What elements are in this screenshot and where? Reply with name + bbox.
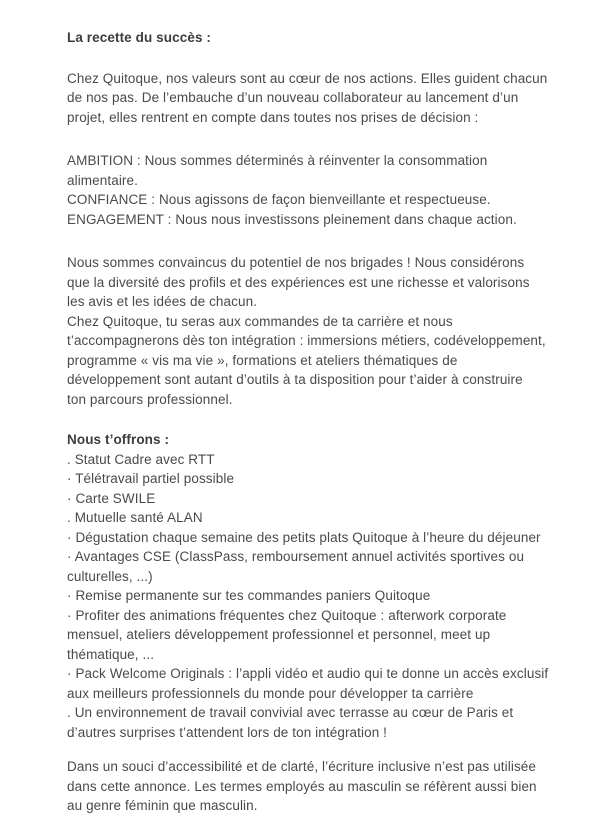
text-line: Nous sommes convaincus du potentiel de nos brigades ! Nous considérons <box>67 255 525 270</box>
values-paragraph <box>67 151 590 229</box>
text-line: de nos pas. De l’embauche d’un nouveau collaborateur au lancement d’un <box>67 90 519 105</box>
culture-paragraph <box>67 253 590 409</box>
text-line: · Profiter des animations fréquentes chez Quitoque : afterwork corporate <box>67 607 507 623</box>
text-line: programme « vis ma vie », formations et ateliers thématiques de <box>67 352 458 368</box>
text-line: ton parcours professionnel. <box>67 391 233 407</box>
text-line: · Pack Welcome Originals : l’appli vidéo et audio qui te donne un accès exclusif <box>67 666 549 681</box>
text-line: Chez Quitoque, nos valeurs sont au cœur de nos actions. Elles guident chacun <box>67 70 548 86</box>
text-line: . Mutuelle santé ALAN <box>67 510 203 525</box>
text-line: t’accompagnerons dès ton intégration : immersions métiers, codéveloppement, <box>67 333 546 348</box>
text-line: au genre féminin que masculin. <box>67 798 258 813</box>
text-line: que la diversité des profils et des expériences est une richesse et valorisons <box>67 274 530 290</box>
benefits-list <box>67 450 590 743</box>
text-line: culturelles, ...) <box>67 568 153 584</box>
text-line: . Statut Cadre avec RTT <box>67 451 215 467</box>
intro-paragraph <box>67 69 590 128</box>
text-line: · Télétravail partiel possible <box>67 471 235 486</box>
text-line: Dans un souci d’accessibilité et de clarté, l’écriture inclusive n’est pas utilisée <box>67 759 537 774</box>
text-line: alimentaire. <box>67 172 138 188</box>
text-line: projet, elles rentrent en compte dans toutes nos prises de décision : <box>67 109 479 125</box>
text-line: · Avantages CSE (ClassPass, remboursement annuel activités sportives ou <box>67 549 525 564</box>
text-line: dans cette annonce. Les termes employés au masculin se réfèrent aussi bien <box>67 778 537 794</box>
text-line: les avis et les idées de chacun. <box>67 294 258 309</box>
offer-heading: Nous t’offrons : <box>67 432 170 447</box>
text-line: d’autres surprises t’attendent lors de ton intégration ! <box>67 724 388 740</box>
text-line: · Remise permanente sur tes commandes paniers Quitoque <box>67 588 431 603</box>
text-line: · Dégustation chaque semaine des petits plats Quitoque à l’heure du déjeuner <box>67 529 541 545</box>
text-line: . Un environnement de travail convivial avec terrasse au cœur de Paris et <box>67 705 514 720</box>
recipe-heading: La recette du succès : <box>67 30 212 45</box>
disclaimer-paragraph <box>67 757 590 816</box>
text-line: aux meilleurs professionnels du monde pour développer ta carrière <box>67 685 474 701</box>
text-line: · Carte SWILE <box>67 490 156 506</box>
text-line: développement sont autant d’outils à ta disposition pour t’aider à construire <box>67 372 523 387</box>
text-line: ENGAGEMENT : Nous nous investissons pleinement dans chaque action. <box>67 211 517 227</box>
text-line: mensuel, ateliers développement professionnel et personnel, meet up <box>67 627 491 642</box>
text-line: AMBITION : Nous sommes déterminés à réinventer la consommation <box>67 153 488 168</box>
text-line: Chez Quitoque, tu seras aux commandes de ta carrière et nous <box>67 313 453 329</box>
text-line: CONFIANCE : Nous agissons de façon bienveillante et respectueuse. <box>67 192 491 207</box>
text-line: thématique, ... <box>67 646 155 662</box>
